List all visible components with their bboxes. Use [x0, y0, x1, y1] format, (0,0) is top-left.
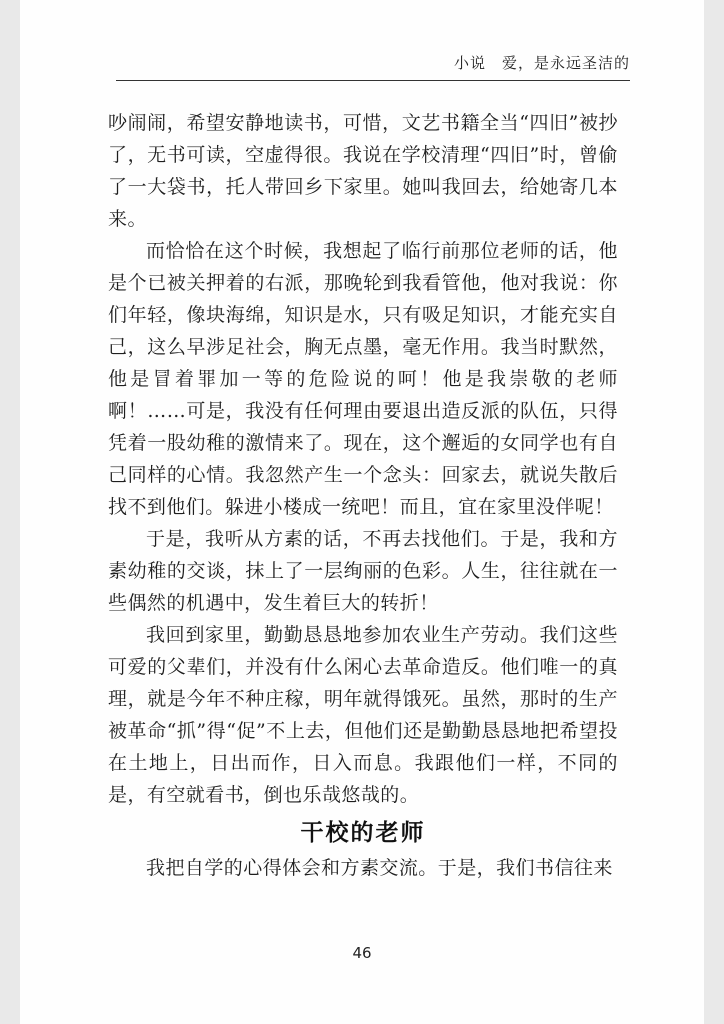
page-number: 46: [352, 944, 372, 962]
paragraph: 我把自学的心得体会和方素交流。于是，我们书信往来: [146, 857, 613, 879]
header-section: 小说: [453, 54, 486, 72]
paragraph: 于是，我听从方素的话，不再去找他们。于是，我和方素幼稚的交谈，抹上了一层绚丽的色彩。人生，往往就在一些偶然的机遇中，发生着巨大的转折！: [108, 528, 618, 614]
paragraph-continued: 吵闹闹，希望安静地读书，可惜，文艺书籍全当“四旧”被抄了，无书可读，空虚得很。我说在学校清理“四旧”时，曾偷了一大袋书，托人带回乡下家里。她叫我回去，给她寄几本来。: [108, 112, 618, 230]
body-text: [108, 107, 618, 811]
running-header: [116, 48, 630, 81]
section-title: 干校的老师: [300, 820, 426, 846]
paragraph: 我回到家里，勤勤恳恳地参加农业生产劳动。我们这些可爱的父辈们，并没有什么闲心去革命造反。他们唯一的真理，就是今年不种庄稼，明年就得饿死。虽然，那时的生产被革命“抓”得“促”不上去，但他们还是勤勤恳恳地把希望投在土地上，日出而作，日入而息。我跟他们一样，不同的是，有空就看书，倒也乐哉悠哉的。: [108, 624, 618, 806]
paragraph: 而恰恰在这个时候，我想起了临行前那位老师的话，他是个已被关押着的右派，那晚轮到我看管他，他对我说：你们年轻，像块海绵，知识是水，只有吸足知识，才能充实自己，这么早涉足社会，胸无点墨，毫无作用。我当时默然，他是冒着罪加一等的危险说的呵！他是我崇敬的老师啊！……可是，我没有任何理由要退出造反派的队伍，只得凭着一股幼稚的激情来了。现在，这个邂逅的女同学也有自己同样的心情。我忽然产生一个念头：回家去，就说失散后找不到他们。躲进小楼成一统吧！而且，宜在家里没伴呢！: [108, 240, 618, 518]
header-book-title: 爱，是永远圣洁的: [501, 54, 630, 72]
section-body: [108, 852, 618, 884]
